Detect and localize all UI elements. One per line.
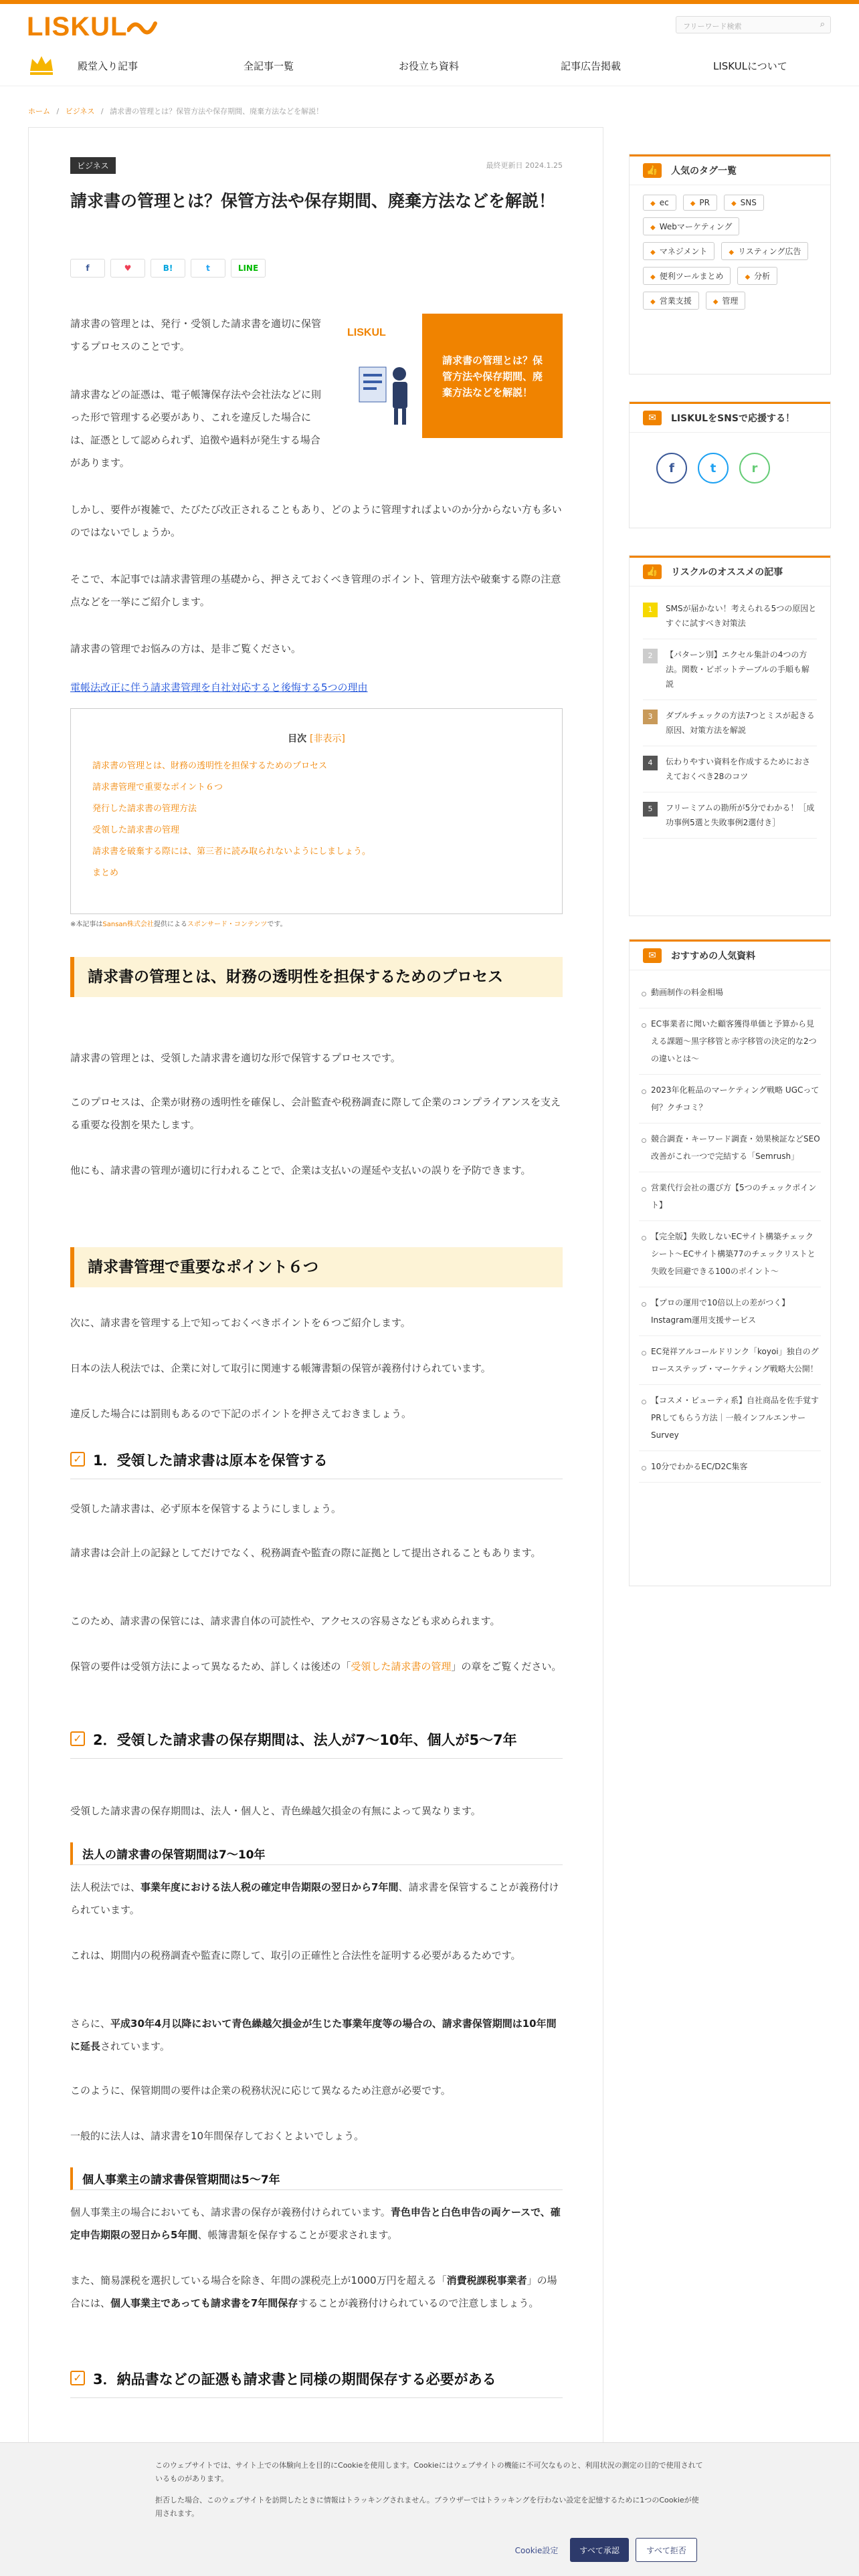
cookie-text: 拒否した場合、このウェブサイトを訪問したときに情報はトラッキングされません。ブラウザーではトラッキングを行わない設定を記憶するために1つのCookieが使用されます。 bbox=[155, 2496, 699, 2518]
recommended-articles-widget bbox=[629, 555, 831, 916]
breadcrumb: ホーム / ビジネス / 請求書の管理とは？保管方法や保存期間、廃棄方法などを解説！ bbox=[28, 107, 324, 116]
share-line-button[interactable]: LINE bbox=[231, 259, 266, 278]
rss-icon[interactable]: r bbox=[739, 453, 770, 484]
toc-toggle[interactable]: [非表示] bbox=[309, 734, 345, 744]
table-of-contents bbox=[70, 708, 563, 914]
mail-icon: ✉ bbox=[643, 411, 662, 425]
note-middle: 提供による bbox=[153, 921, 187, 928]
tag-link[interactable]: ◆ SNS bbox=[724, 195, 764, 211]
cookie-text: このウェブサイトでは、サイト上での体験向上を目的にCookieを使用します。Cookieにはウェブサイトの機能に不可欠なものと、利用状況の測定の目的で使用されているものがあります。 bbox=[155, 2461, 703, 2483]
tag-link[interactable]: ◆ PR bbox=[683, 195, 717, 211]
nav-item-advertising[interactable]: 記事広告掲載 bbox=[561, 60, 622, 72]
intro-paragraph-1: 請求書の管理とは、発行・受領した請求書を適切に保管するプロセスのことです。 bbox=[70, 318, 322, 352]
resource-link[interactable]: 【プロの運用で10倍以上の差がつく】Instagram運用支援サービス bbox=[639, 1287, 821, 1336]
search-input[interactable] bbox=[676, 16, 831, 33]
widget-title: LISKULをSNSで応援する！ bbox=[671, 413, 795, 424]
sponsor-note bbox=[70, 918, 287, 928]
paragraph: 次に、請求書を管理する上で知っておくべきポイントを６つご紹介します。 bbox=[70, 1317, 411, 1329]
note-prefix: ※本記事は bbox=[70, 921, 103, 928]
resource-link[interactable]: 【完全版】失敗しないECサイト構築チェックシート〜ECサイト構築77のチェックリストと失敗を回避できる100のポイント〜 bbox=[639, 1221, 821, 1287]
text: することが義務付けられているので注意しましょう。 bbox=[298, 2297, 539, 2309]
emphasis: 事業年度における法人税の確定申告期限の翌日から7年間 bbox=[140, 1881, 399, 1893]
rank-number-badge: 1 bbox=[643, 603, 658, 617]
paragraph: 請求書の管理とは、受領した請求書を適切な形で保管するプロセスです。 bbox=[70, 1052, 401, 1064]
intro-paragraph-4: そこで、本記事では請求書管理の基礎から、押さえておくべき管理のポイント、管理方法や破棄する際の注意点などを一挙にご紹介します。 bbox=[70, 573, 561, 608]
facebook-icon[interactable]: f bbox=[656, 453, 687, 484]
sponsor-company-link[interactable]: Sansan株式会社 bbox=[102, 921, 154, 928]
cookie-banner bbox=[0, 2442, 859, 2576]
intro-paragraph-2: 請求書などの証憑は、電子帳簿保存法や会社法などに則った形で管理する必要があり、これを違反した場合には、証憑として認められず、追徴や過料が発生する場合があります。 bbox=[70, 389, 322, 469]
share-hatena-button[interactable]: B! bbox=[151, 259, 185, 278]
resource-link[interactable]: 10分でわかるEC/D2C集客 bbox=[639, 1451, 821, 1483]
toc-item[interactable]: 受領した請求書の管理 bbox=[92, 825, 180, 835]
ranking-item[interactable] bbox=[643, 792, 817, 839]
twitter-icon[interactable]: t bbox=[698, 453, 729, 484]
share-facebook-button[interactable]: f bbox=[70, 259, 105, 278]
section-heading: 請求書管理で重要なポイント６つ bbox=[70, 1247, 563, 1287]
article-card bbox=[28, 127, 603, 2576]
emphasis: 青色申告と白色申告の両ケースで、確定申告期限の翌日から5年間 bbox=[70, 2206, 561, 2241]
cookie-settings-button[interactable]: Cookie設定 bbox=[514, 2545, 559, 2555]
share-twitter-button[interactable]: t bbox=[191, 259, 225, 278]
tag-link[interactable]: ◆ 営業支援 bbox=[643, 292, 699, 310]
checkbox-icon: ✓ bbox=[70, 2371, 85, 2385]
ranking-item[interactable] bbox=[643, 593, 817, 639]
text: 」の場合には、 bbox=[70, 2274, 557, 2309]
ranking-item[interactable] bbox=[643, 746, 817, 792]
ranking-item[interactable] bbox=[643, 639, 817, 700]
tag-link[interactable]: ◆ マネジメント bbox=[643, 242, 714, 260]
paragraph: 一般的に法人は、請求書を10年間保存しておくとよいでしょう。 bbox=[70, 2130, 365, 2142]
rank-number-badge: 5 bbox=[643, 802, 658, 817]
resource-link[interactable]: 動画制作の料金相場 bbox=[639, 977, 821, 1008]
text: また、簡易課税を選択している場合を除き、年間の課税売上が1000万円を超える「 bbox=[70, 2274, 447, 2286]
related-article-link[interactable]: 電帳法改正に伴う請求書管理を自社対応すると後悔する5つの理由 bbox=[70, 681, 368, 693]
breadcrumb-current: 請求書の管理とは？保管方法や保存期間、廃棄方法などを解説！ bbox=[110, 107, 324, 116]
subsection-heading bbox=[70, 1449, 563, 1479]
subsection-heading bbox=[70, 2368, 563, 2398]
thumbs-up-icon: 👍 bbox=[643, 163, 662, 178]
crown-icon[interactable] bbox=[28, 53, 55, 76]
intro-paragraph-5: 請求書の管理でお悩みの方は、是非ご覧ください。 bbox=[70, 643, 302, 655]
thumbs-up-icon: 👍 bbox=[643, 564, 662, 579]
rank-number-badge: 3 bbox=[643, 710, 658, 724]
mail-icon: ✉ bbox=[643, 948, 662, 963]
search-icon[interactable]: ⌕ bbox=[820, 19, 825, 29]
breadcrumb-category[interactable]: ビジネス bbox=[65, 107, 95, 116]
ranking-item-title: ダブルチェックの方法7つとミスが起きる原因、対策方法を解説 bbox=[666, 711, 815, 735]
nav-item-resources[interactable]: お役立ち資料 bbox=[399, 60, 460, 72]
subsection-heading-text: 2．受領した請求書の保存期間は、法人が7〜10年、個人が5〜7年 bbox=[93, 1732, 517, 1748]
logo-text: LISKUL bbox=[27, 11, 128, 41]
emphasis: 消費税課税事業者 bbox=[446, 2274, 527, 2286]
toc-item[interactable]: 請求書の管理とは、財務の透明性を担保するためのプロセス bbox=[92, 761, 328, 771]
paragraph bbox=[70, 2269, 563, 2315]
search-placeholder: フリーワード検索 bbox=[683, 22, 742, 31]
text: 法人税法では、 bbox=[70, 1881, 141, 1893]
global-nav bbox=[0, 49, 859, 83]
checkbox-icon: ✓ bbox=[70, 1452, 85, 1467]
nav-item-hall-of-fame[interactable]: 殿堂入り記事 bbox=[78, 60, 138, 72]
resource-link[interactable]: 競合調査・キーワード調査・効果検証などSEO改善がこれ一つで完結する「Semrush」 bbox=[639, 1123, 821, 1172]
hero-image bbox=[342, 314, 563, 438]
subheading: 法人の請求書の保管期間は7〜10年 bbox=[70, 1842, 563, 1865]
article-title: 請求書の管理とは？保管方法や保存期間、廃棄方法などを解説！ bbox=[70, 191, 556, 211]
subsection-heading-text: 3．納品書などの証憑も請求書と同様の期間保存する必要がある bbox=[93, 2371, 496, 2387]
ranking-item-title: 【パターン別】エクセル集計の4つの方法。関数・ピボットテーブルの手順も解説 bbox=[666, 650, 809, 689]
hero-illustration-icon bbox=[355, 354, 415, 427]
breadcrumb-home[interactable]: ホーム bbox=[28, 107, 50, 116]
resource-link[interactable]: EC発祥アルコールドリンク「koyoi」独自のグロースステップ・マーケティング戦略大公開！ bbox=[639, 1336, 821, 1385]
text: 保管の要件は受領方法によって異なるため、詳しくは後述の「 bbox=[70, 1660, 351, 1673]
accept-all-button[interactable]: すべて承認 bbox=[570, 2538, 629, 2562]
paragraph: このプロセスは、企業が財務の透明性を確保し、会計監査や税務調査に際して企業のコンプライアンスを支える重要な役割を果たします。 bbox=[70, 1096, 561, 1131]
toc-item[interactable]: まとめ bbox=[92, 868, 119, 878]
emphasis: 平成30年4月以降において青色繰越欠損金が生じた事業年度等の場合の、請求書保管期間は10年間に延長 bbox=[70, 2018, 557, 2052]
logo-swoosh-icon bbox=[127, 17, 158, 37]
tag-link[interactable]: ◆ リスティング広告 bbox=[721, 242, 808, 260]
text: 」の章をご覧ください。 bbox=[451, 1660, 562, 1673]
paragraph: このため、請求書の保管には、請求書自体の可読性や、アクセスの容易さなども求められます。 bbox=[70, 1615, 500, 1627]
toc-heading: 目次 bbox=[288, 734, 307, 744]
checkbox-icon: ✓ bbox=[70, 1731, 85, 1746]
text: さらに、 bbox=[70, 2018, 111, 2030]
paragraph bbox=[70, 1655, 563, 1678]
reject-all-button[interactable]: すべて拒否 bbox=[636, 2538, 697, 2562]
sns-widget bbox=[629, 401, 831, 528]
subsection-heading bbox=[70, 1729, 563, 1759]
paragraph bbox=[70, 2201, 563, 2246]
subheading: 個人事業主の請求書保管期間は5〜7年 bbox=[70, 2167, 563, 2190]
tag-link[interactable]: ◆ 管理 bbox=[706, 292, 746, 310]
text: 個人事業主の場合においても、請求書の保存が義務付けられています。 bbox=[70, 2206, 391, 2218]
inline-link[interactable]: 受領した請求書の管理 bbox=[351, 1660, 452, 1673]
sponsored-content-link[interactable]: スポンサード・コンテンツ bbox=[187, 921, 268, 928]
resource-link[interactable]: 【コスメ・ビューティ系】自社商品を佐手覚すPRしてもらう方法｜一般インフルエンサーSurvey bbox=[639, 1385, 821, 1451]
text: 、帳簿書類を保存することが要求されます。 bbox=[197, 2229, 398, 2241]
ranking-item-title: SMSが届かない！考えられる5つの原因とすぐに試すべき対策法 bbox=[666, 604, 817, 628]
paragraph bbox=[70, 2012, 563, 2058]
subsection-heading-text: 1．受領した請求書は原本を保管する bbox=[93, 1453, 328, 1469]
emphasis: 個人事業主であっても請求書を7年間保存 bbox=[110, 2297, 298, 2309]
resource-link[interactable]: 営業代行会社の選び方【5つのチェックポイント】 bbox=[639, 1172, 821, 1221]
text: 、請求書を保管することが義務付けられています。 bbox=[70, 1881, 559, 1916]
category-badge[interactable]: ビジネス bbox=[70, 157, 116, 174]
resource-link[interactable]: EC事業者に聞いた顧客獲得単価と予算から見える課題〜黒字移管と赤字移管の決定的な2つの違いとは〜 bbox=[639, 1008, 821, 1075]
section-heading: 請求書の管理とは、財務の透明性を担保するためのプロセス bbox=[70, 957, 563, 997]
tag-link[interactable]: ◆ Webマーケティング bbox=[643, 217, 739, 235]
nav-item-about[interactable]: LISKULについて bbox=[713, 60, 787, 72]
ranking-item-title: フリーミアムの勘所が5分でわかる！［成功事例5選と失敗事例2選付き］ bbox=[666, 803, 815, 827]
ranking-item[interactable] bbox=[643, 700, 817, 746]
tag-link[interactable]: ◆ 分析 bbox=[737, 267, 777, 285]
paragraph: 日本の法人税法では、企業に対して取引に関連する帳簿書類の保管が義務付けられています。 bbox=[70, 1362, 491, 1374]
resource-link[interactable]: 2023年化粧品のマーケティング戦略 UGCって何？クチコミ？ bbox=[639, 1075, 821, 1123]
updated-date: 最終更新日 2024.1.25 bbox=[486, 161, 563, 170]
popular-resources-widget bbox=[629, 939, 831, 1586]
hero-title-panel: 請求書の管理とは？保管方法や保存期間、廃棄方法などを解説！ bbox=[422, 314, 563, 438]
widget-title: 人気のタグ一覧 bbox=[671, 166, 737, 177]
widget-title: リスクルのオススメの記事 bbox=[671, 567, 783, 578]
paragraph: 違反した場合には罰則もあるので下記のポイントを押さえておきましょう。 bbox=[70, 1408, 412, 1420]
paragraph: これは、期間内の税務調査や監査に際して、取引の正確性と合法性を証明する必要があるためです。 bbox=[70, 1949, 521, 1961]
hero-logo: LISKUL bbox=[347, 327, 386, 338]
text: されています。 bbox=[100, 2040, 170, 2052]
ranking-item-title: 伝わりやすい資料を作成するためにおさえておくべき28のコツ bbox=[666, 757, 811, 781]
paragraph bbox=[70, 1876, 563, 1921]
share-buttons bbox=[70, 259, 266, 278]
popular-tags-widget bbox=[629, 154, 831, 374]
widget-title: おすすめの人気資料 bbox=[671, 951, 756, 962]
paragraph: 他にも、請求書の管理が適切に行われることで、企業は支払いの遅延や支払いの誤りを予防できます。 bbox=[70, 1164, 531, 1176]
note-suffix: です。 bbox=[267, 921, 287, 928]
tag-link[interactable]: ◆ 便利ツールまとめ bbox=[643, 267, 731, 285]
paragraph: このように、保管期間の要件は企業の税務状況に応じて異なるため注意が必要です。 bbox=[70, 2084, 451, 2097]
top-accent-bar bbox=[0, 0, 859, 4]
share-pocket-button[interactable]: ♥ bbox=[110, 259, 145, 278]
toc-item[interactable]: 請求書管理で重要なポイント６つ bbox=[92, 782, 223, 792]
intro-paragraph-3: しかし、要件が複雑で、たびたび改正されることもあり、どのように管理すればよいのか分からない方も多いのではないでしょうか。 bbox=[70, 504, 562, 538]
paragraph: 受領した請求書は、必ず原本を保管するようにしましょう。 bbox=[70, 1503, 342, 1515]
tag-link[interactable]: ◆ ec bbox=[643, 195, 676, 211]
paragraph: 請求書は会計上の記録としてだけでなく、税務調査や監査の際に証拠として提出されることもあります。 bbox=[70, 1547, 541, 1559]
paragraph: 受領した請求書の保存期間は、法人・個人と、青色繰越欠損金の有無によって異なります。 bbox=[70, 1805, 481, 1817]
toc-item[interactable]: 発行した請求書の管理方法 bbox=[92, 804, 197, 814]
rank-number-badge: 2 bbox=[643, 649, 658, 663]
nav-item-all-articles[interactable]: 全記事一覧 bbox=[244, 60, 294, 72]
site-logo[interactable] bbox=[27, 9, 158, 44]
rank-number-badge: 4 bbox=[643, 756, 658, 770]
toc-item[interactable]: 請求書を破棄する際には、第三者に読み取られないようにしましょう。 bbox=[92, 847, 371, 857]
